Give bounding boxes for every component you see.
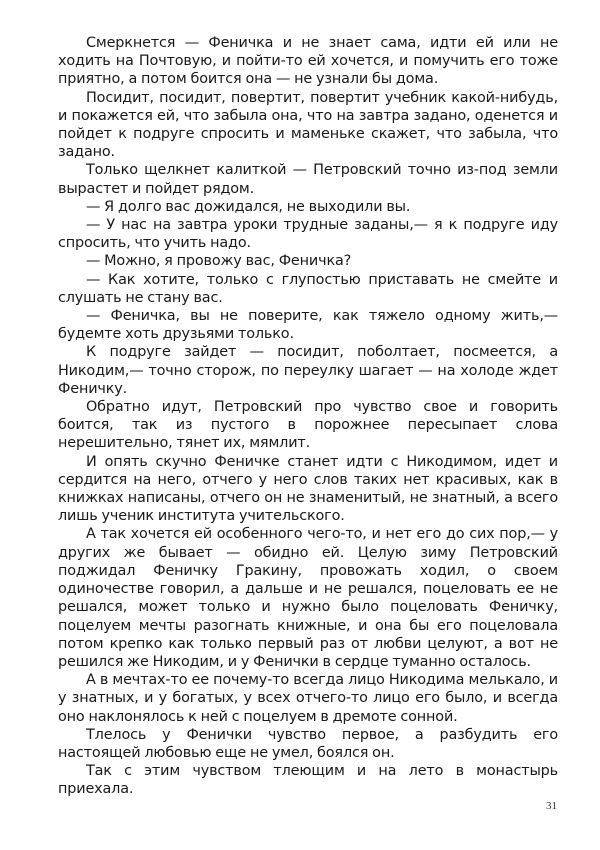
page-body xyxy=(58,34,558,799)
paragraph-7: — Как хотите, только с глупостью приставать не смейте и слушать не стану вас. xyxy=(58,271,558,306)
paragraph-12: А так хочется ей особенного чего-то, и нет его до сих пор,— у других же бывает — обидно ей. Целую зиму Петровский поджидал Феничку Гракину, провожать ходил, о своем одиночестве говорил, а дальше и не решался, поцеловать ее не решался, может только и нужно было поцеловать Феничку, поцелуем мечты разогнать книжные, и она бы его поцеловала потом крепко как только первый раз от любви целуют, а вот не решился же Никодим, и у Фенички в сердце туманно осталось. xyxy=(58,526,558,670)
paragraph-1: Смеркнется — Феничка и не знает сама, идти ей или не ходить на Почтовую, и пойти-то ей хочется, и помучить его тоже приятно, а потом боится она — не узнали бы дома. xyxy=(58,35,558,88)
paragraph-3: Только щелкнет калиткой — Петровский точно из-под земли вырастет и пойдет рядом. xyxy=(58,162,558,197)
paragraph-2: Посидит, посидит, повертит, повертит учебник какой-нибудь, и покажется ей, что забыла она, что на завтра задано, оденется и пойдет к подруге спросить и маменьке скажет, что забыла, что задано. xyxy=(58,89,558,161)
paragraph-15: Так с этим чувством тлеющим и на лето в монастырь приехала. xyxy=(58,763,558,798)
paragraph-14: Тлелось у Фенички чувство первое, а разбудить его настоящей любовью еще не умел, боялся он. xyxy=(58,726,558,761)
paragraph-10: Обратно идут, Петровский про чувство свое и говорить боится, так из пустого в порожнее пересыпает слова нерешительно, тянет их, мямлит. xyxy=(58,399,558,452)
paragraph-9: К подруге зайдет — посидит, поболтает, посмеется, а Никодим,— точно сторож, по переулку шагает — на холоде ждет Феничку. xyxy=(58,344,558,397)
paragraph-6: — Можно, я провожу вас, Феничка? xyxy=(86,253,352,270)
paragraph-4: — Я долго вас дожидался, не выходили вы. xyxy=(86,198,411,215)
page-number: 31 xyxy=(546,800,557,812)
paragraph-11: И опять скучно Феничке станет идти с Никодимом, идет и сердится на него, отчего у него слов таких нет красивых, как в книжках написаны, отчего он не знаменитый, не знатный, а всего лишь ученик института учительского. xyxy=(58,453,558,525)
paragraph-13: А в мечтах-то ее почему-то всегда лицо Никодима мелькало, и у знатных, и у богатых, у всех отчего-то лицо его было, и всегда оно наклонялось к ней с поцелуем в дремоте сонной. xyxy=(58,672,558,725)
paragraph-8: — Феничка, вы не поверите, как тяжело одному жить,— будемте хоть друзьями только. xyxy=(58,308,558,343)
paragraph-5: — У нас на завтра уроки трудные заданы,— я к подруге иду спросить, что учить надо. xyxy=(58,217,558,252)
